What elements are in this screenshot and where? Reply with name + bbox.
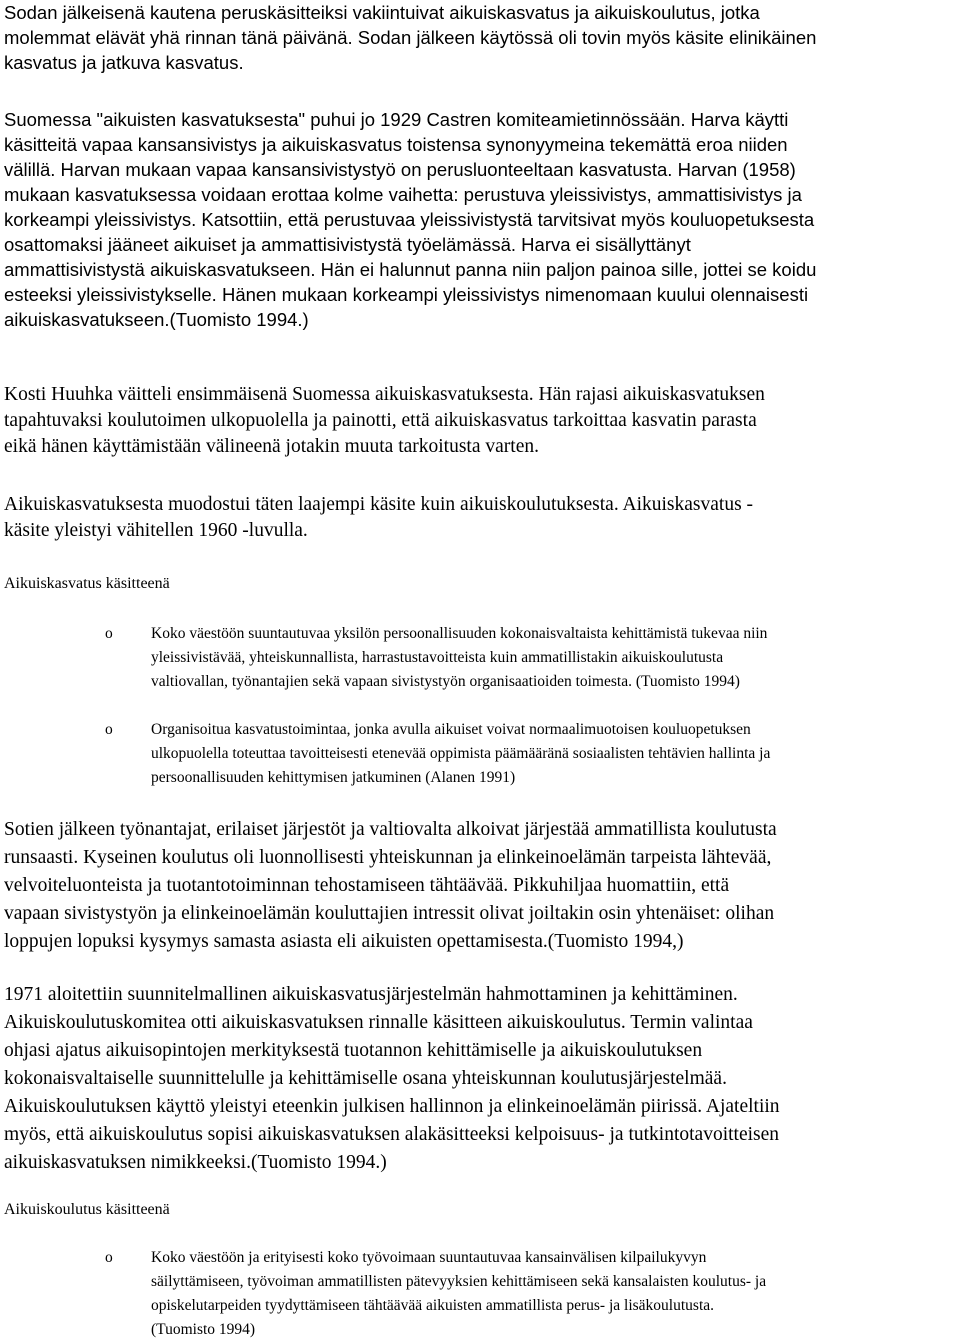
bullet-marker: o [105, 721, 113, 738]
paragraph-broader-concept: Aikuiskasvatuksesta muodostui täten laajempi käsite kuin aikuiskoulutuksesta. Aikuiskasvatus - käsite yleistyi vähitellen 1960 -luvulla. [4, 494, 754, 541]
bullet-marker: o [105, 625, 113, 642]
bullet-text: Koko väestöön suuntautuvaa yksilön persoonallisuuden kokonaisvaltaista kehittämistä tukevaa niin yleissivistävää, yhteiskunnallista, harrastustavoitteista kuin ammatillistakin aikuiskoulutusta valtiovallan, työnantajien sekä vapaan sivistystyön organisaatioiden toimesta. (Tuomisto 1994) [151, 625, 768, 690]
bullet-text: Koko väestöön ja erityisesti koko työvoimaan suuntautuvaa kansainvälisen kilpailukyvyn säilyttämiseen, työvoiman ammatillisten pätevyyksien kehittämiseen sekä kansalaisten koulutus- ja opiskelutarpeiden tyydyttämiseen tähtäävää aikuisten ammatillista perus- ja lisäkoulutusta. (Tuomisto 1994) [151, 1249, 767, 1338]
list-item [105, 718, 945, 790]
paragraph-huuhka: Kosti Huuhka väitteli ensimmäisenä Suomessa aikuiskasvatuksesta. Hän rajasi aikuiskasvatuksen tapahtuvaksi koulutoimen ulkopuolella ja painotti, että aikuiskasvatus tarkoittaa kasvatin parasta eikä hänen käyttämistään välineenä jotakin muuta tarkoitusta varten. [4, 384, 765, 457]
paragraph-postwar-concepts: Sodan jälkeisenä kautena peruskäsitteiksi vakiintuivat aikuiskasvatus ja aikuiskoulutus, jotka molemmat elävät yhä rinnan tänä päivänä. Sodan jälkeen käytössä oli tovin myös käsite elinikäinen kasvatus ja jatkuva kasvatus. [4, 2, 817, 73]
bullet-text: Organisoitua kasvatustoimintaa, jonka avulla aikuiset voivat normaalimuotoisen kouluopetuksen ulkopuolella toteuttaa tavoitteisesti etenevää oppimista päämääränä sosiaalisten tehtävien hallinta ja persoonallisuuden kehittymisen jatkuminen (Alanen 1991) [151, 721, 771, 786]
heading-aikuiskoulutus: Aikuiskoulutus käsitteenä [4, 1201, 170, 1218]
heading-aikuiskasvatus: Aikuiskasvatus käsitteenä [4, 575, 170, 592]
bullet-marker: o [105, 1249, 113, 1266]
paragraph-1971-system: 1971 aloitettiin suunnitelmallinen aikuiskasvatusjärjestelmän hahmottaminen ja kehittäminen. Aikuiskoulutuskomitea otti aikuiskasvatuksen rinnalle käsitteen aikuiskoulutus. Termin valintaa ohjasi ajatus aikuisopintojen merkityksestä tuotannon kehittämiselle ja aikuiskoulutuksen kokonaisvaltaiselle suunnittelulle ja kehittämiselle osana yhteiskunnan koulutusjärjestelmää. Aikuiskoulutuksen käyttö yleistyi eteenkin julkisen hallinnon ja elinkeinoelämän piirissä. Ajateltiin myös, että aikuiskoulutus sopisi aikuiskasvatuksen alakäsitteeksi kelpoisuus- ja tutkintotavoitteisen aikuiskasvatuksen nimikkeeksi.(Tuomisto 1994.) [4, 984, 780, 1173]
list-item [105, 622, 945, 694]
list-item [105, 1246, 945, 1342]
paragraph-vocational-training: Sotien jälkeen työnantajat, erilaiset järjestöt ja valtiovalta alkoivat järjestää ammatillista koulutusta runsaasti. Kyseinen koulutus oli luonnollisesti yhteiskunnan ja elinkeinoelämän tarpeista lähtevää, velvoiteluonteista ja tuotantotoiminnan tehostamiseen tähtäävää. Pikkuhiljaa huomattiin, että vapaan sivistystyön ja elinkeinoelämän kouluttajien intressit olivat joiltakin osin yhtenäiset: olihan loppujen lopuksi kysymys samasta asiasta eli aikuisten opettamisesta.(Tuomisto 1994,) [4, 819, 777, 952]
paragraph-harva-definitions: Suomessa "aikuisten kasvatuksesta" puhui jo 1929 Castren komiteamietinnössään. Harva käytti käsitteitä vapaa kansansivistys ja aikuiskasvatus toistensa synonyymeina tekemättä eroa niiden välillä. Harvan mukaan vapaa kansansivistystyö on perusluonteeltaan kasvatusta. Harvan (1958) mukaan kasvatuksessa voidaan erottaa kolme vaihetta: perustuva yleissivistys, ammattisivistys ja korkeampi yleissivistys. Katsottiin, että perustuvaa yleissivistystä tarvitsivat myös kouluopetuksesta osattomaksi jääneet aikuiset ja ammattisivistystä työelämässä. Harva ei sisällyttänyt ammattisivistystä aikuiskasvatukseen. Hän ei halunnut panna niin paljon painoa sille, jottei se koidu esteeksi yleissivistykselle. Hänen mukaan korkeampi yleissivistys nimenomaan kuului olennaisesti aikuiskasvatukseen.(Tuomisto 1994.) [4, 109, 817, 330]
